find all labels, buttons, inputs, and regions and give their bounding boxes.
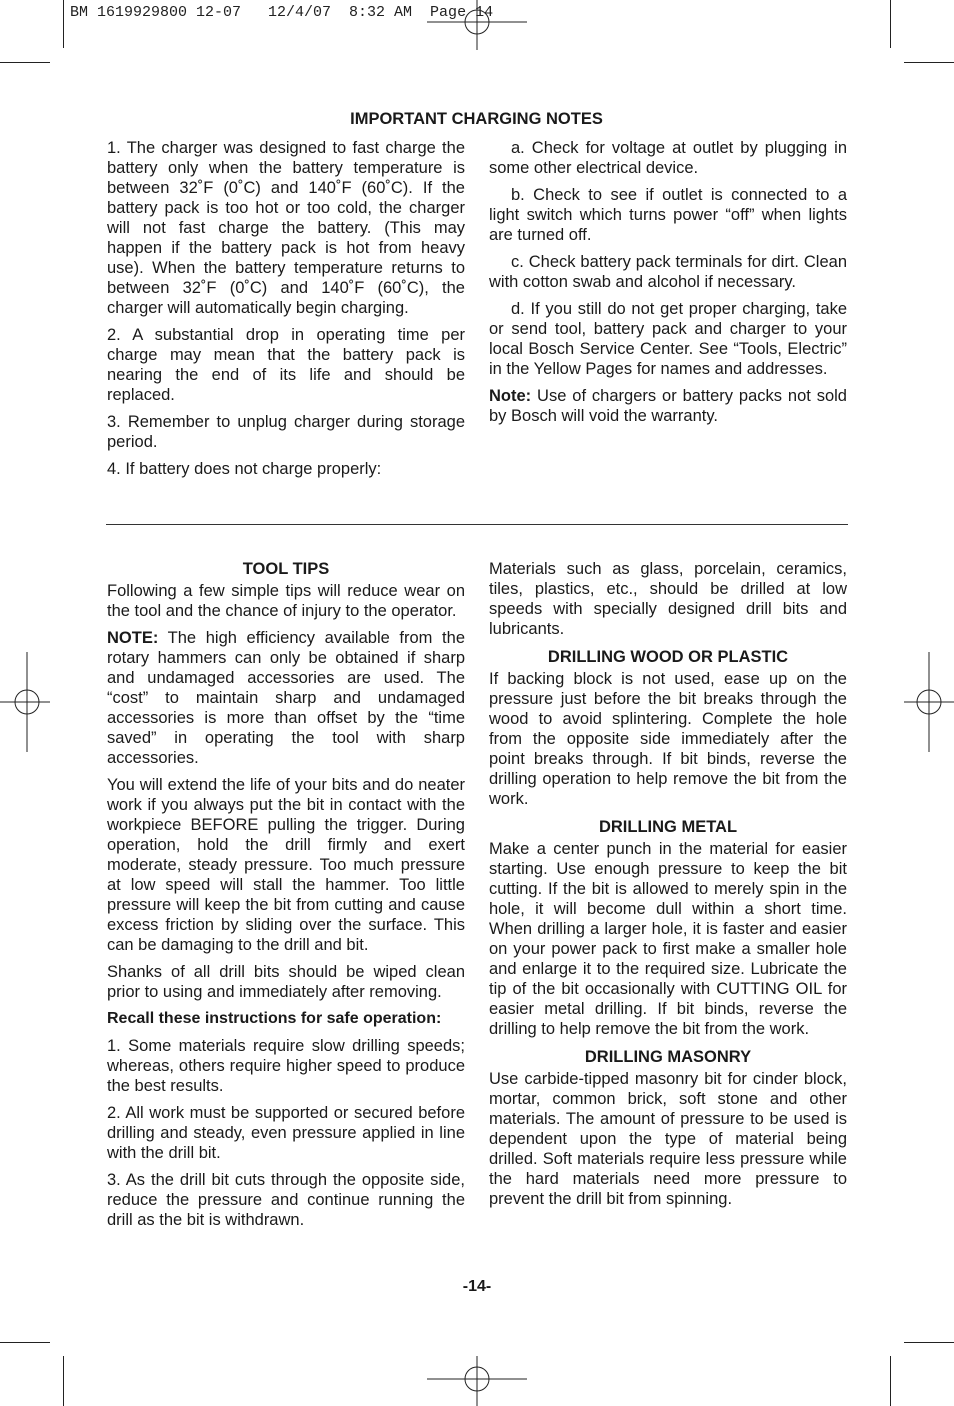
charging-note: 3. Remember to unplug charger during storage period.: [107, 413, 465, 451]
crop-mark: [904, 62, 954, 63]
note-text: The high efficiency available from the rotary hammers can only be obtained if sharp and undamaged accessories are used. The “cost” to maintain sharp and undamaged accessories is more than offset by the “time saved” in operating the tool with sharp accessories.: [107, 629, 465, 767]
registration-mark-icon: [427, 1356, 527, 1406]
registration-mark-icon: [0, 652, 50, 752]
safe-operation-item: 2. All work must be supported or secured before drilling and steady, even pressure applied in line with the drill bit.: [107, 1104, 465, 1162]
crop-mark: [0, 62, 50, 63]
registration-mark-icon: [904, 652, 954, 752]
drilling-masonry-text: Use carbide-tipped masonry bit for cinder block, mortar, common brick, soft stone and other materials. The amount of pressure to be used is dependent upon the type of material being drilled. Soft materials require less pressure while the hard materials need more pressure to prevent the drill bit from spinning.: [489, 1070, 847, 1208]
charging-check-item: c. Check battery pack terminals for dirt. Clean with cotton swab and alcohol if necessary.: [489, 253, 847, 291]
drilling-column: [489, 559, 847, 1209]
crop-mark: [890, 1356, 891, 1406]
tool-tips-intro: Following a few simple tips will reduce wear on the tool and the chance of injury to the operator.: [107, 582, 465, 620]
shanks-paragraph: Shanks of all drill bits should be wiped clean prior to using and immediately after removing.: [107, 963, 465, 1001]
crop-mark: [0, 1342, 50, 1343]
tool-tips-heading: TOOL TIPS: [242, 560, 330, 578]
crop-mark: [63, 0, 64, 48]
print-slug-line: BM 1619929800 12-07 12/4/07 8:32 AM Page 14: [70, 4, 494, 21]
materials-intro: Materials such as glass, porcelain, ceramics, tiles, plastics, etc., should be drilled at low speeds with specially designed drill bits and lubricants.: [489, 560, 847, 638]
crop-mark: [904, 1342, 954, 1343]
crop-mark: [890, 0, 891, 48]
charging-check-item: d. If you still do not get proper charging, take or send tool, battery pack and charger to your local Bosch Service Center. See “Tools, Electric” in the Yellow Pages for names and addresses.: [489, 300, 847, 378]
drilling-masonry-heading: DRILLING MASONRY: [584, 1048, 752, 1066]
drilling-metal-heading: DRILLING METAL: [598, 818, 738, 836]
accessories-note: [107, 628, 465, 768]
charging-note: 4. If battery does not charge properly:: [107, 460, 382, 478]
recall-instructions-heading: Recall these instructions for safe operation:: [107, 1010, 442, 1027]
page-number: -14-: [462, 1278, 492, 1295]
registration-mark-icon: [427, 0, 527, 50]
charging-check-item: a. Check for voltage at outlet by plugging in some other electrical device.: [489, 139, 847, 177]
charging-note: 1. The charger was designed to fast charge the battery only when the battery temperature is between 32˚F (0˚C) and 140˚F (60˚C). If the battery pack is too hot or too cold, the charger will not fast charge the battery. (This may happen if the battery pack is hot from heavy use). When the battery temperature returns to between 32˚F (0˚C) and 140˚F (60˚C), the charger will automatically begin charging.: [107, 139, 465, 317]
charging-notes-left-column: [107, 138, 465, 479]
bit-life-paragraph: You will extend the life of your bits and do neater work if you always put the bit in contact with the workpiece BEFORE pulling the trigger. During operation, hold the drill firmly and exert moderate, steady pressure. Too much pressure at low speed will stall the hammer. Too little pressure will keep the bit from cutting and cause excess friction by sliding over the surface. This can be damaging to the drill and bit.: [107, 776, 465, 954]
charging-note: 2. A substantial drop in operating time per charge may mean that the battery pack is nearing the end of its life and should be replaced.: [107, 326, 465, 404]
note-text: Use of chargers or battery packs not sold by Bosch will void the warranty.: [489, 387, 847, 425]
section-divider: [106, 524, 848, 525]
safe-operation-item: 1. Some materials require slow drilling speeds; whereas, others require higher speed to produce the best results.: [107, 1037, 465, 1095]
drilling-metal-text: Make a center punch in the material for easier starting. Use enough pressure to keep the bit cutting. If the bit is allowed to merely spin in the hole, it will become dull within a short time. When drilling a larger hole, it is faster and easier on your power pack to first make a smaller hole and enlarge it to the required size. Lubricate the tip of the bit occasionally with CUTTING OIL for easier metal drilling. If bit binds, reverse the drilling to help remove the bit from the work.: [489, 840, 847, 1038]
warranty-note: [489, 386, 847, 426]
note-label: NOTE:: [107, 629, 159, 647]
charging-notes-title: IMPORTANT CHARGING NOTES: [350, 110, 603, 128]
charging-notes-right-column: [489, 138, 847, 426]
drilling-wood-heading: DRILLING WOOD OR PLASTIC: [547, 648, 789, 666]
drilling-wood-text: If backing block is not used, ease up on the pressure just before the bit breaks through the wood to avoid splintering. Complete the hole from the opposite side immediately after the point breaks through. If bit binds, reverse the drilling operation to help remove the bit from the work.: [489, 670, 847, 808]
note-label: Note:: [489, 387, 532, 405]
crop-mark: [63, 1356, 64, 1406]
charging-check-item: b. Check to see if outlet is connected to a light switch which turns power “off” when lights are turned off.: [489, 186, 847, 244]
safe-operation-item: 3. As the drill bit cuts through the opposite side, reduce the pressure and continue running the drill as the bit is withdrawn.: [107, 1171, 465, 1229]
tool-tips-column: [107, 559, 465, 1230]
